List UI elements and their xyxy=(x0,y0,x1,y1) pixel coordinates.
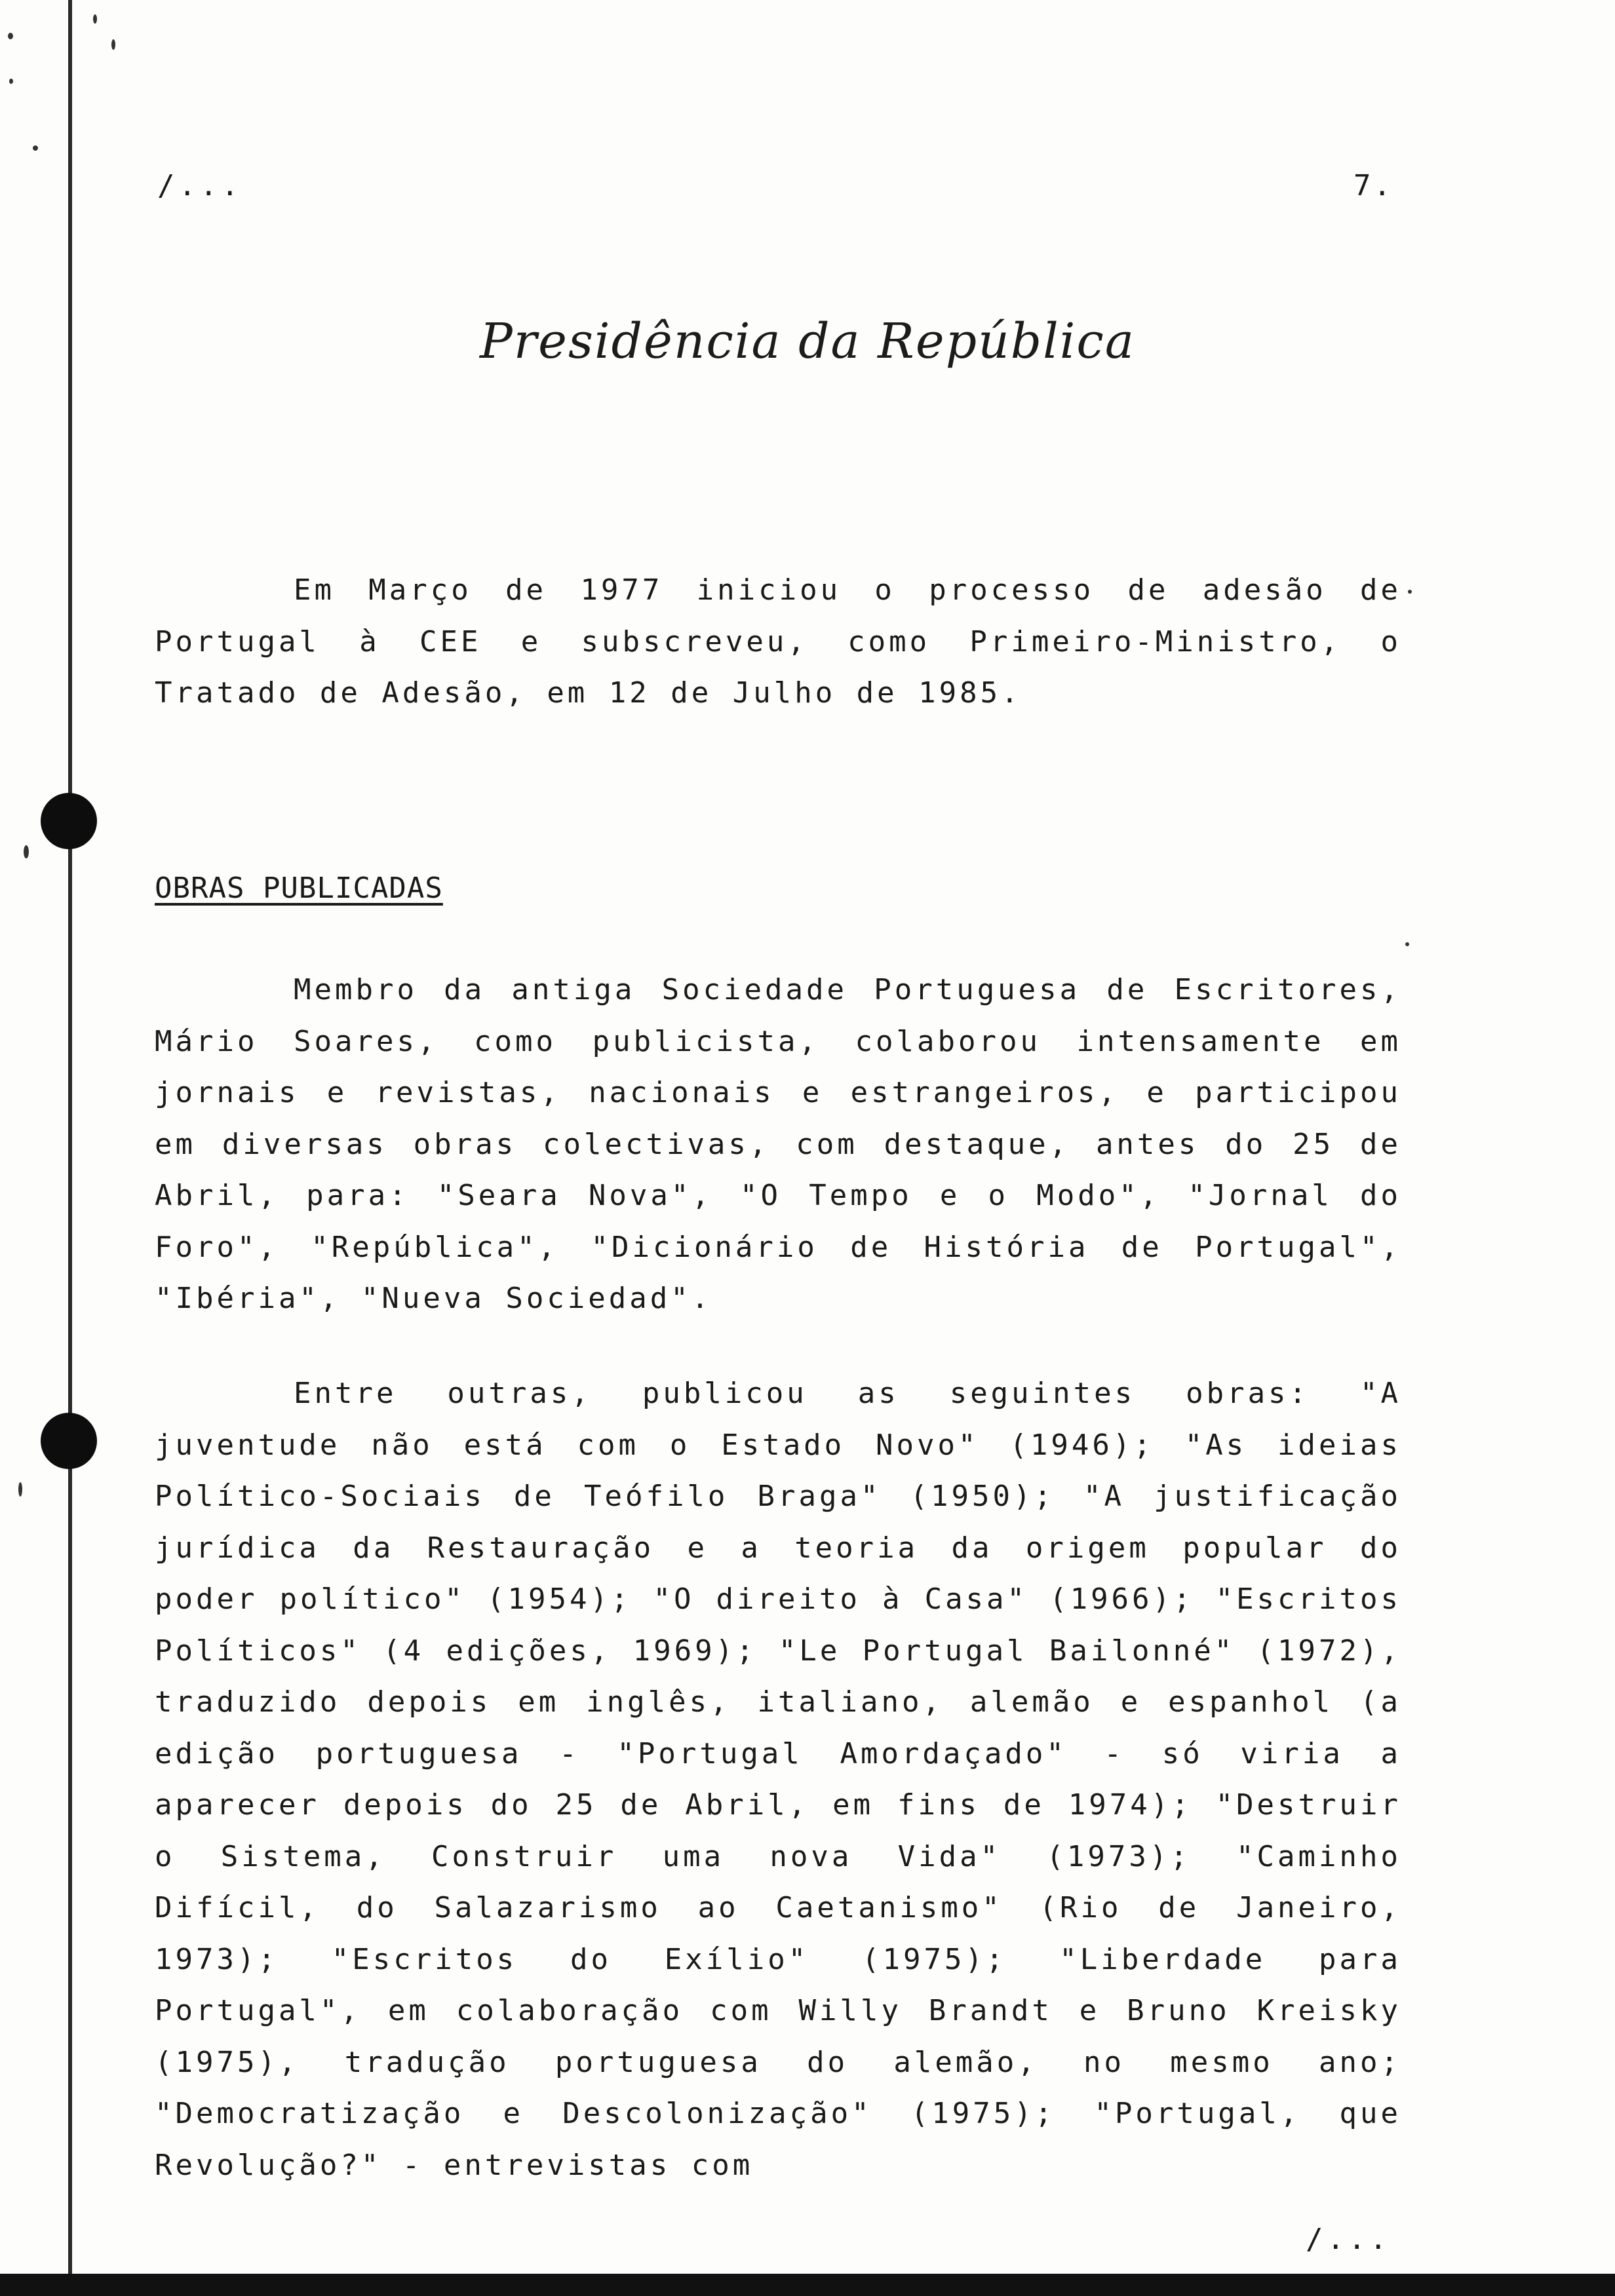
scan-bottom-border xyxy=(0,2274,1615,2296)
punch-hole-lower xyxy=(41,1413,97,1469)
scan-speck xyxy=(1408,590,1412,594)
scan-speck xyxy=(18,1482,22,1497)
scan-speck xyxy=(1405,942,1409,946)
scan-speck xyxy=(8,33,13,39)
scan-speck xyxy=(24,845,29,858)
paragraph-eec-accession: Em Março de 1977 iniciou o processo de adesão de Portugal à CEE e subscreveu, como Primeiro-Ministro, o Tratado de Adesão, em 12 de Julho de 1985. xyxy=(155,573,1401,710)
letterhead: Presidência da República xyxy=(480,313,1135,370)
paragraph-published-works: Entre outras, publicou as seguintes obras: "A juventude não está com o Estado Novo" (1946); "As ideias Político-Sociais de Teófilo Braga" (1950); "A justificação jurídica da Restauração e a teoria da origem popular do poder político" (1954); "O direito à Casa" (1966); "Escritos Políticos" (4 edições, 1969); "Le Portugal Bailonné" (1972), traduzido depois em inglês, italiano, alemão e espanhol (a edição portuguesa - "Portugal Amordaçado" - só viria a aparecer depois do 25 de Abril, em fins de 1974); "Destruir o Sistema, Construir uma nova Vida" (1973); "Caminho Difícil, do Salazarismo ao Caetanismo" (Rio de Janeiro, 1973); "Escritos do Exílio" (1975); "Liberdade para Portugal", em colaboração com Willy Brandt e Bruno Kreisky (1975), tradução portuguesa do alemão, no mesmo ano; "Democratização e Descolonização" (1975); "Portugal, que Revolução?" - entrevistas com xyxy=(155,1377,1401,2182)
punch-hole-upper xyxy=(41,793,97,849)
paragraph-collaborations: Membro da antiga Sociedade Portuguesa de Escritores, Mário Soares, como publicista, colaborou intensamente em jornais e revistas, nacionais e estrangeiros, e participou em diversas obras colectivas, com destaque, antes do 25 de Abril, para: "Seara Nova", "O Tempo e o Modo", "Jornal do Foro", "República", "Dicionário de História de Portugal", "Ibéria", "Nueva Sociedad". xyxy=(155,973,1401,1315)
scan-speck xyxy=(93,14,97,24)
scan-speck xyxy=(9,79,13,84)
header-continuation-mark: /... xyxy=(157,169,243,202)
page-number: 7. xyxy=(1353,169,1393,202)
scan-speck xyxy=(33,145,38,151)
section-heading-obras-publicadas: OBRAS PUBLICADAS xyxy=(155,871,443,905)
scan-speck xyxy=(111,39,115,50)
footer-continuation-mark: /... xyxy=(1306,2223,1391,2256)
